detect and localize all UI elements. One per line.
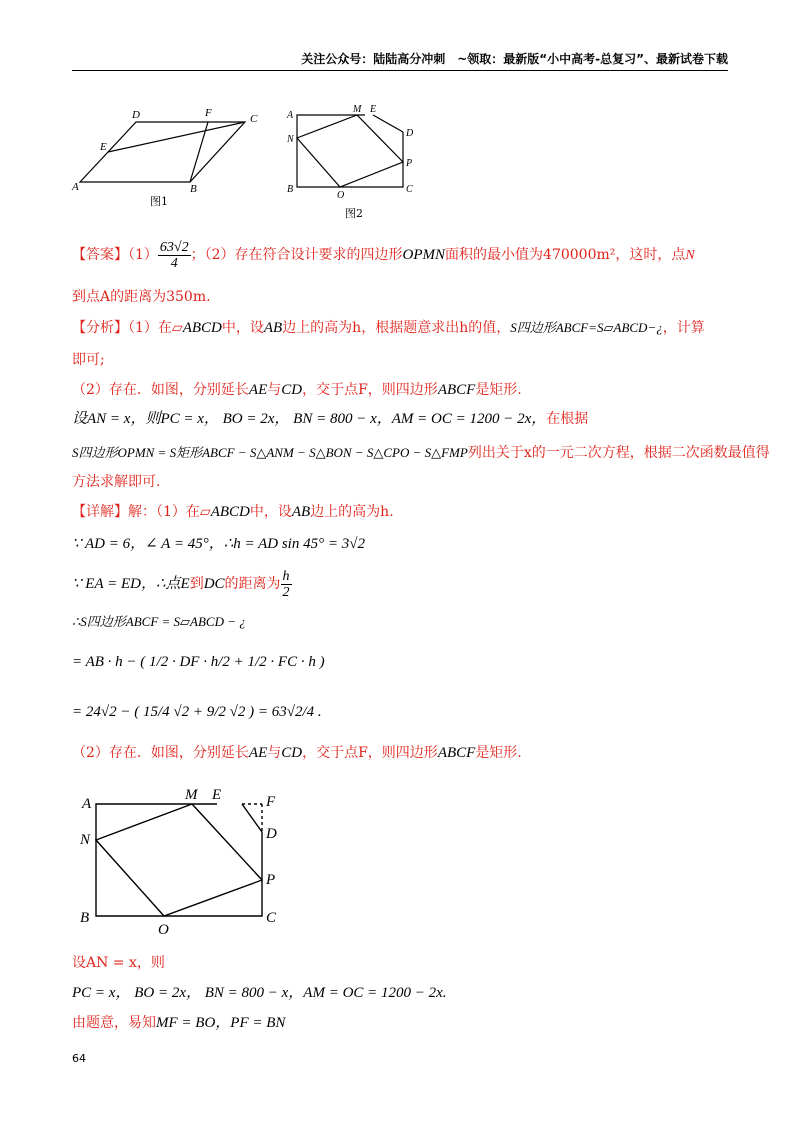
- fig3-label-b: B: [80, 910, 90, 926]
- detail-line-5: = AB · h − ( 1/2 · DF · h/2 + 1/2 · FC · h ): [72, 654, 325, 670]
- fig2-caption: 图2: [345, 207, 363, 220]
- fig1-caption: 图1: [150, 195, 168, 208]
- page-number: 64: [72, 1052, 86, 1065]
- fig3-label-m: M: [185, 787, 198, 803]
- answer-line-2: 到点A的距离为350m.: [72, 289, 211, 305]
- fig2-label-p: P: [406, 158, 413, 169]
- analysis-line-1: 【分析】（1）在▱ABCD中，设AB边上的高为h，根据题意求出h的值，S四边形ABCF=S▱ABCD−¿，计算: [72, 320, 705, 336]
- fig3-label-a: A: [82, 796, 92, 812]
- detail-line-3: ∵ EA = ED，∴点E到DC的距离为 $\frac{h}{2}$: [72, 568, 290, 600]
- detail-line-2: ∵ AD = 6，∠ A = 45°，∴h = AD sin 45° = 3√2: [72, 536, 365, 552]
- fig2-label-o: O: [337, 190, 345, 201]
- tail-line-1: 设AN = x，则: [72, 955, 165, 971]
- fig2-label-a: A: [287, 110, 294, 121]
- fig2-label-c: C: [406, 184, 413, 195]
- fig2-label-e: E: [370, 104, 377, 115]
- detail-line-1: 【详解】解：（1）在▱ABCD中，设AB边上的高为h.: [72, 504, 394, 520]
- fig3-label-n: N: [80, 832, 91, 848]
- fig3-label-d: D: [266, 826, 277, 842]
- fig1-label-e: E: [100, 141, 107, 153]
- analysis-line-6: 方法求解即可.: [72, 474, 161, 490]
- fig1-label-b: B: [190, 183, 197, 195]
- detail-line-4: ∴S四边形ABCF = S▱ABCD − ¿: [72, 614, 246, 629]
- figure-2-rectangle: [285, 100, 425, 205]
- analysis-line-3: （2）存在．如图，分别延长AE与CD，交于点F，则四边形ABCF是矩形.: [72, 382, 522, 398]
- tail-line-3: 由题意，易知MF = BO，PF = BN: [72, 1015, 286, 1031]
- analysis-line-4: 设AN = x，则PC = x， BO = 2x， BN = 800 − x，AM = OC = 1200 − 2x，在根据: [72, 411, 589, 427]
- fig3-label-o: O: [158, 922, 169, 937]
- fig3-label-p: P: [266, 872, 276, 888]
- fig2-label-b: B: [287, 184, 294, 195]
- analysis-line-5: S四边形OPMN = S矩形ABCF − S△ANM − S△BON − S△CPO − S△FMP列出关于x的一元二次方程，根据二次函数最值得: [72, 445, 770, 461]
- answer-line-1: 【答案】（1） $\frac{63√2}{4}$ ；（2）存在符合设计要求的四边形OPMN面积的最小值为470000m²，这时，点N: [72, 239, 695, 271]
- fig1-label-f: F: [205, 107, 212, 119]
- fig2-label-m: M: [353, 104, 362, 115]
- figure-1-parallelogram: [70, 100, 270, 200]
- fig2-label-n: N: [287, 134, 294, 145]
- page-header: 关注公众号：陆陆高分冲刺 ~领取：最新版“小中高考-总复习”、最新试卷下载: [72, 50, 728, 71]
- analysis-line-2: 即可;: [72, 352, 105, 368]
- fig3-label-c: C: [266, 910, 277, 926]
- fig1-label-c: C: [250, 113, 258, 125]
- detail-line-7: （2）存在．如图，分别延长AE与CD，交于点F，则四边形ABCF是矩形.: [72, 745, 522, 761]
- fig1-label-d: D: [132, 109, 140, 121]
- fig1-label-a: A: [72, 181, 79, 193]
- tail-line-2: PC = x， BO = 2x， BN = 800 − x，AM = OC = 1200 − 2x.: [72, 985, 447, 1001]
- figure-3-rectangle: [72, 782, 292, 937]
- fig3-label-e: E: [212, 787, 222, 803]
- detail-line-6: = 24√2 − ( 15/4 √2 + 9/2 √2 ) = 63√2/4 .: [72, 704, 322, 720]
- fig3-label-f: F: [266, 794, 276, 810]
- fig2-label-d: D: [406, 128, 414, 139]
